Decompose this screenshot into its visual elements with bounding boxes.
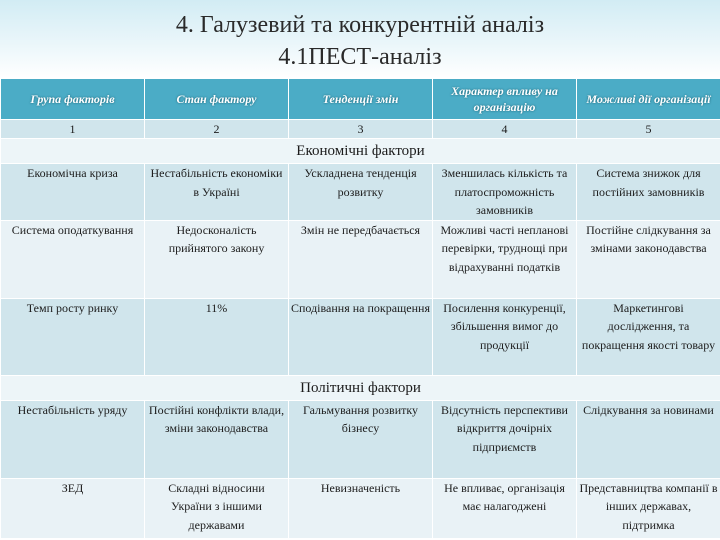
column-number: 2 [145,120,289,139]
table-cell: Економічна криза [1,164,145,221]
table-cell: Слідкування за новинами [577,400,720,478]
header-impact: Характер впливу на організацію [433,79,577,120]
table-cell: Маркетингові дослідження, та покращення якості товару [577,298,720,375]
section-row-political [1,375,720,400]
table-cell: Посилення конкуренції, збільшення вимог до продукції [433,298,577,375]
table-cell: Система оподаткування [1,220,145,298]
table-cell: ЗЕД [1,478,145,538]
table-cell: 11% [145,298,289,375]
table-cell: Невизначеність [289,478,433,538]
table-cell: Нестабільність економіки в Україні [145,164,289,221]
slide-subtitle: 4.1ПЕСТ-аналіз [278,44,442,70]
table-cell: Недосконалість прийнятого закону [145,220,289,298]
table-cell: Можливі часті непланові перевірки, труднощі при відрахуванні податків [433,220,577,298]
table-cell: Не впливає, організація має налагоджені [433,478,577,538]
table-cell: Складні відносини України з іншими державами [145,478,289,538]
column-number: 5 [577,120,720,139]
header-actions: Можливі дії організації [577,79,720,120]
column-number: 4 [433,120,577,139]
table-cell: Нестабільність уряду [1,400,145,478]
section-title: Економічні фактори [1,139,720,164]
section-row-economic [1,139,720,164]
table-row [1,298,720,375]
header-factor-group: Група факторів [1,79,145,120]
table-cell: Відсутність перспективи відкриття дочірніх підприємств [433,400,577,478]
table-cell: Зменшилась кількість та платоспроможність замовників [433,164,577,221]
slide-title: 4. Галузевий та конкурентній аналіз [175,12,545,38]
table-cell: Змін не передбачається [289,220,433,298]
column-number-row [1,120,720,139]
header-trends: Тенденції змін [289,79,433,120]
table-cell: Темп росту ринку [1,298,145,375]
table-cell: Гальмування розвитку бізнесу [289,400,433,478]
table-cell: Система знижок для постійних замовників [577,164,720,221]
table-row [1,400,720,478]
table-cell: Ускладнена тенденція розвитку [289,164,433,221]
column-number: 3 [289,120,433,139]
table-cell: Постійні конфлікти влади, зміни законодавства [145,400,289,478]
table-row [1,220,720,298]
section-title: Політичні фактори [1,375,720,400]
table-cell: Постійне слідкування за змінами законодавства [577,220,720,298]
column-number: 1 [1,120,145,139]
table-row [1,164,720,221]
pest-table [0,78,720,539]
table-cell: Представництва компанії в інших державах, підтримка [577,478,720,538]
table-row [1,478,720,538]
slide-title-area [0,0,720,78]
header-factor-state: Стан фактору [145,79,289,120]
table-header-row [1,79,720,120]
table-cell: Сподівання на покращення [289,298,433,375]
